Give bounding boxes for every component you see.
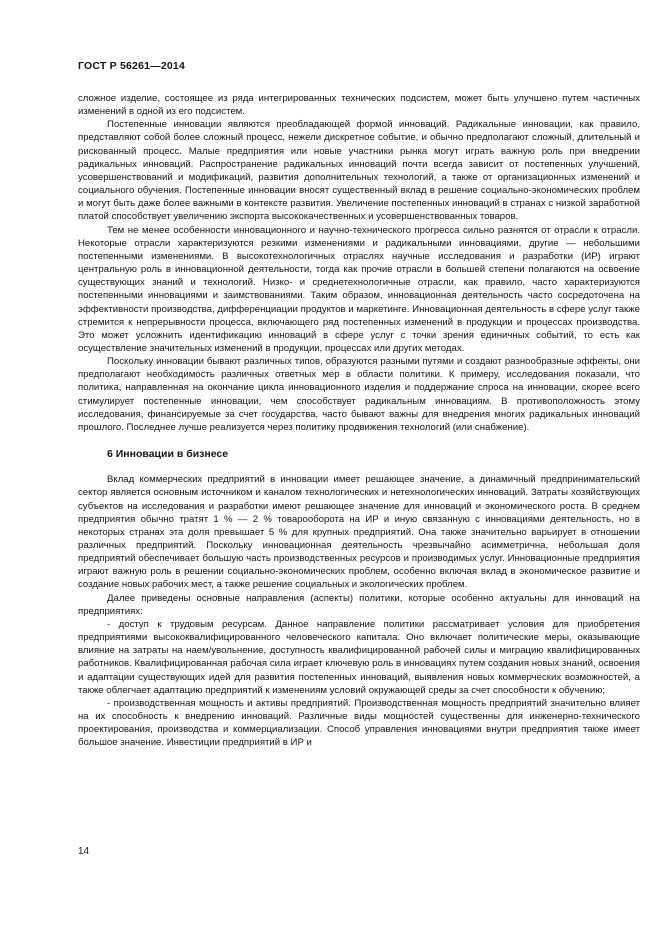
body-text bbox=[78, 92, 640, 750]
paragraph: Постепенные инновации являются преобладающей формой инноваций. Радикальные инновации, как правило, представляют собой более сложный процесс, нежели дискретное событие, и обычно предполагают сложный, длительный и рискованный процесс. Малые предприятия или новые участники рынка могут играть важную роль при внедрении радикальных инноваций. Распространение радикальных инноваций почти всегда зависит от постепенных улучшений, усовершенствований и модификаций, развития дополнительных технологий, а также от организационных изменений и социального обучения. Постепенные инновации вносят существенный вклад в решение социально-экономических проблем и могут быть даже более важными в контексте развития. Увеличение постепенных инноваций в странах с низкой заработной платой способствует увеличению экспорта высококачественных и усовершенствованных товаров. bbox=[78, 119, 640, 223]
paragraph: сложное изделие, состоящее из ряда интегрированных технических подсистем, может быть улучшено путем частичных изменений в одной из его подсистем. bbox=[78, 93, 640, 118]
paragraph: Тем не менее особенности инновационного и научно-технического прогресса сильно разнятся от отрасли к отрасли. Некоторые отрасли характеризуются резкими изменениями и радикальными инновациями, другие — небольшими постепенными изменениями. В высокотехнологичных отраслях научные исследования и разработки (ИР) играют центральную роль в инновационной деятельности, тогда как прочие отрасли в большей степени полагаются на освоение существующих знаний и технологий. Низко- и среднетехнологичные отрасли, как правило, часто характеризуются постепенными инновациями и заимствованиями. Таким образом, инновационная деятельность часто сосредоточена на эффективности производства, дифференциации продуктов и маркетинге. Инновационная деятельность в сфере услуг также стремится к непрерывности процесса, включающего ряд постепенных изменений в продукции и процессах производства. Это может усложнить идентификацию инноваций в сфере услуг с точки зрения единичных событий, то есть как осуществление значительных изменений в продукции, процессах или других методах. bbox=[78, 224, 640, 354]
page-number: 14 bbox=[78, 846, 90, 857]
list-item: - доступ к трудовым ресурсам. Данное направление политики рассматривает условия для приобретения предприятиями высококвалифицированного человеческого капитала. Оно включает политические меры, оказывающие влияние на затраты на наем/увольнение, доступность квалифицированной рабочей силы и миграцию квалифицированных работников. Квалифицированная рабочая сила играет ключевую роль в инновациях путем создания новых знаний, освоения и адаптации существующих идей для развития постепенных инноваций, выявления новых коммерческих возможностей, а также облегчает адаптацию предприятий к изменениям условий окружающей среды за счет способности к обучению; bbox=[78, 618, 640, 696]
paragraph: Вклад коммерческих предприятий в инновации имеет решающее значение, а динамичный предпринимательский сектор является основным источником и каналом технологических и нетехнологических инноваций. Затраты хозяйствующих субъектов на исследования и разработки имеют решающее значение для инноваций и экономического роста. В среднем предприятия обычно тратят 1 % — 2 % товарооборота на ИР и иную связанную с инновациями деятельность, но в некоторых странах эта доля превышает 5 % для крупных предприятий. Она также значительно варьирует в отношении различных предприятий. Поскольку инновационная деятельность чрезвычайно асимметрична, небольшая доля предприятий обеспечивает большую часть производственных ресурсов и производимых услуг. Инновационные предприятия играют важную роль в решении социально-экономических проблем, особенно включая вклад в экономическое развитие и создание новых рабочих мест, а также решение социальных и экологических проблем. bbox=[78, 474, 640, 591]
standard-header: ГОСТ Р 56261—2014 bbox=[78, 60, 186, 72]
paragraph: Далее приведены основные направления (аспекты) политики, которые особенно актуальны для инноваций на предприятиях: bbox=[78, 592, 640, 617]
list-item: - производственная мощность и активы предприятий. Производственная мощность предприятий значительно влияет на их способность к внедрению инноваций. Различные виды мощностей существенны для инженерно-технического проектирования, производства и коммерциализации. Способ управления инновациями внутри предприятия также имеет большое значение. Инвестиции предприятий в ИР и bbox=[78, 697, 640, 749]
paragraph: Поскольку инновации бывают различных типов, образуются разными путями и создают разнообразные эффекты, они предполагают необходимость различных ответных мер в области политики. К примеру, исследования показали, что политика, направленная на окончание цикла инновационного изделия и поддержание спроса на инновации, скорее всего стимулирует постепенные инновации, чем способствует радикальным инновациям. В противоположность этому исследования, финансируемые за счет государства, часто бывают важны для внедрения многих радикальных инноваций прошлого. Последнее лучше реализуется через политику продвижения технологий (или снабжение). bbox=[78, 356, 640, 433]
section-heading: 6 Инновации в бизнесе bbox=[107, 448, 229, 461]
